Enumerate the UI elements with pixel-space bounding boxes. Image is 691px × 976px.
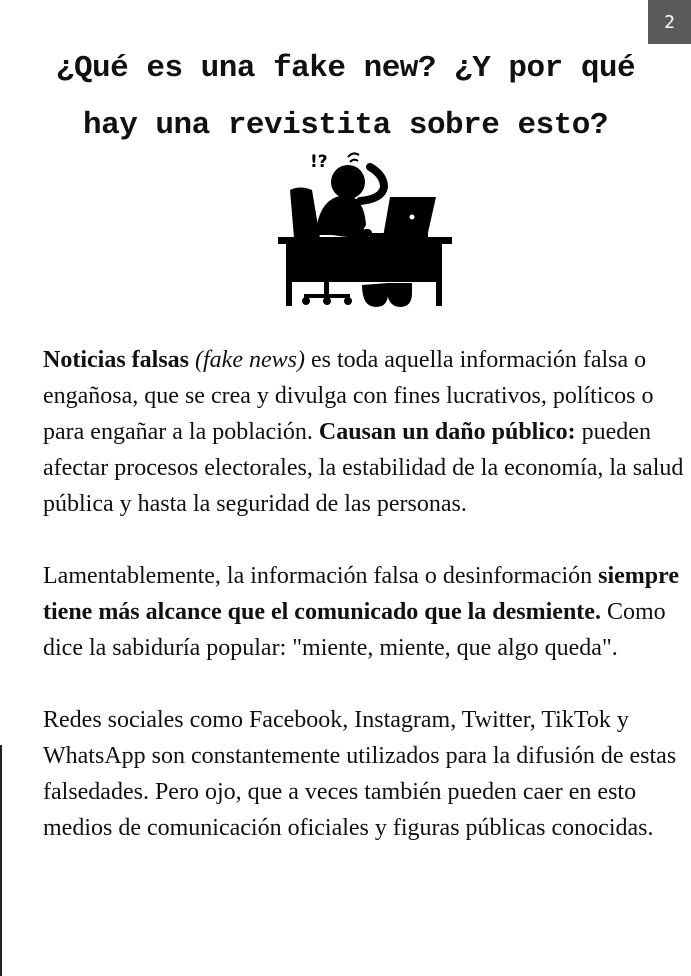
confused-person-at-desk-icon <box>272 145 458 310</box>
page-edge-line <box>0 745 2 976</box>
term-fake-news: Noticias falsas <box>43 347 189 373</box>
paragraph-2-text-b: Como dice la sabiduría popular: "miente, miente, que algo queda". <box>43 599 666 661</box>
title-line-1: ¿Qué es una fake new? ¿Y por qué <box>55 51 636 86</box>
paragraph-1-text-a: es toda aquella información falsa o engañosa, que se crea y divulga con fines lucrativos, políticos o para engañar a la población. <box>43 347 654 445</box>
page-number-badge <box>648 0 691 44</box>
public-harm-phrase: Causan un daño público: <box>318 419 576 445</box>
reach-phrase: siempre tiene más alcance que el comunicado que la desmiente. <box>43 563 679 625</box>
paragraph-2-text-a: Lamentablemente, la información falsa o desinformación <box>43 563 599 589</box>
paragraph-3-text: Redes sociales como Facebook, Instagram, Twitter, TikTok y WhatsApp son constantemente utilizados para la difusión de estas falsedades. Pero ojo, que a veces también pueden caer en esto medios de comunicación oficiales y figuras públicas conocidas. <box>43 707 677 841</box>
title-line-2: hay una revistita sobre esto? <box>83 108 608 143</box>
article-body <box>43 342 689 882</box>
paragraph-1 <box>43 342 689 522</box>
page-title <box>0 40 691 154</box>
paragraph-1-text-b: pueden afectar procesos electorales, la estabilidad de la economía, la salud pública y hasta la seguridad de las personas. <box>43 419 684 517</box>
paragraph-2 <box>43 558 689 666</box>
exclaim-question-mark: !? <box>310 152 328 172</box>
page-number: 2 <box>664 11 675 33</box>
term-translation: (fake news) <box>195 347 305 373</box>
paragraph-3 <box>43 702 689 846</box>
